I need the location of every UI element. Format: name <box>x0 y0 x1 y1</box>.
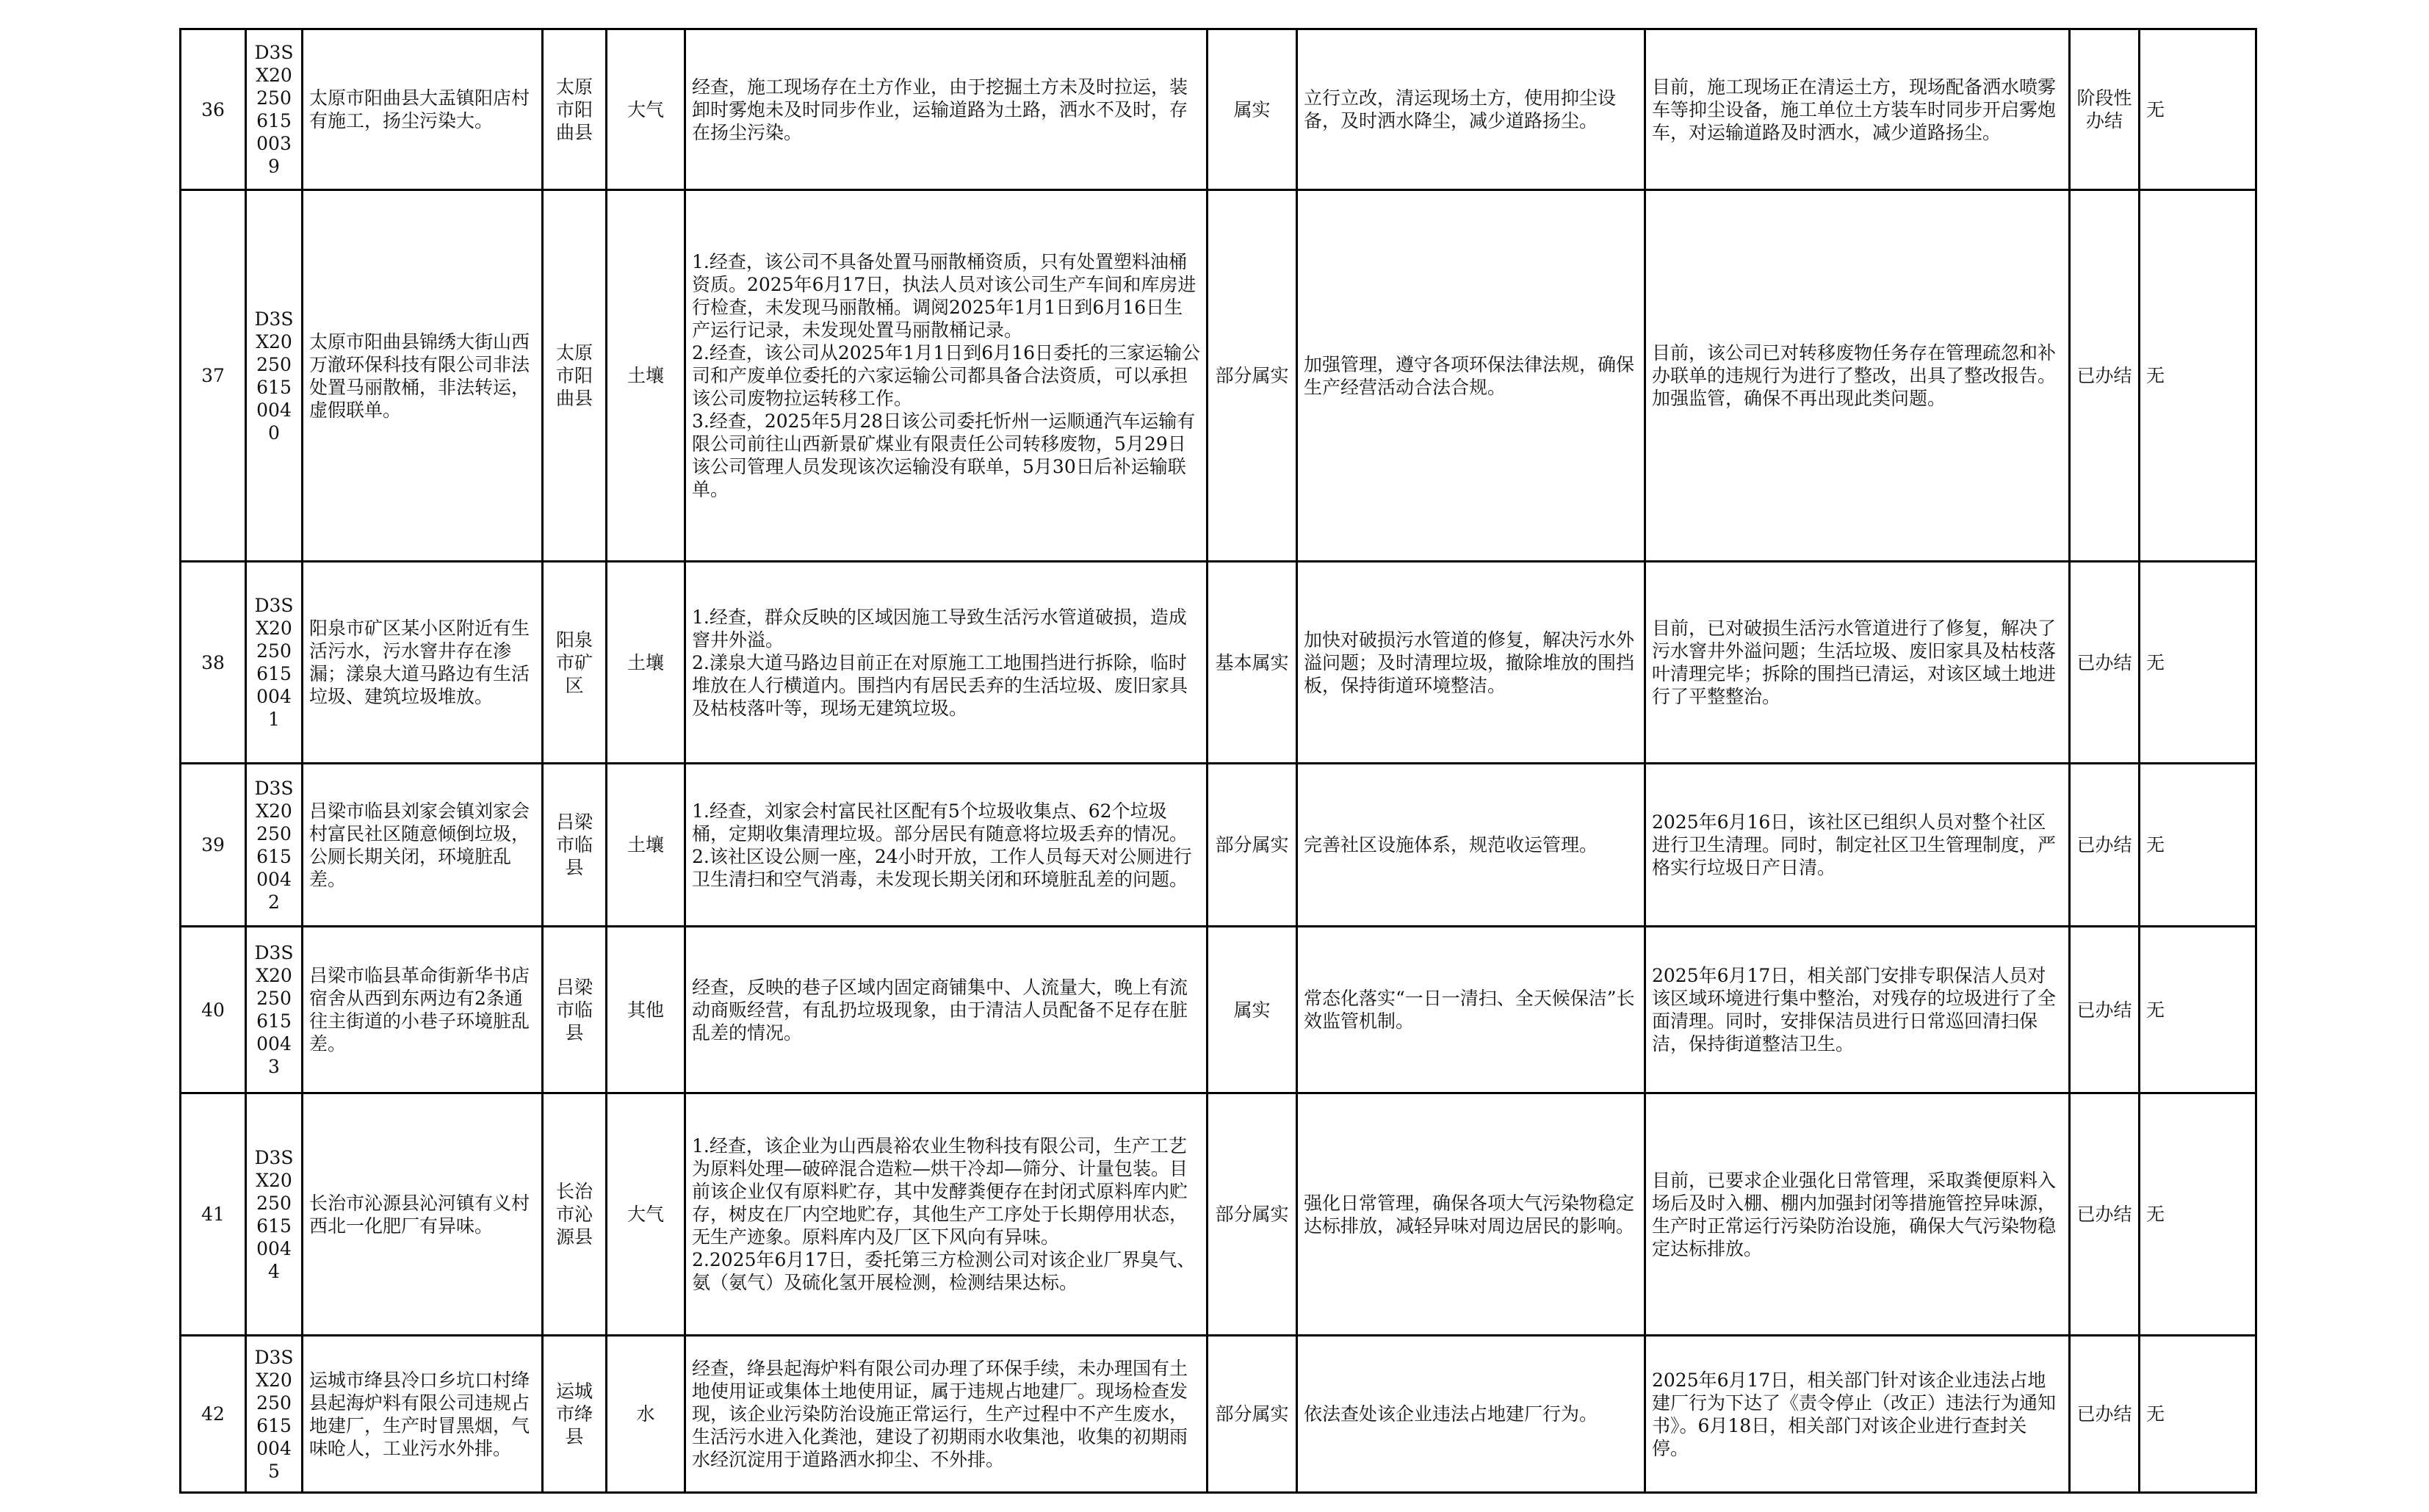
cell-verdict-text: 属实 <box>1233 999 1271 1021</box>
cell-complaint <box>303 927 543 1093</box>
cell-number <box>181 29 246 190</box>
cell-result <box>1645 562 2070 764</box>
cell-number <box>181 190 246 562</box>
cell-accountability-text: 无 <box>2146 98 2165 120</box>
cell-result-text: 目前，该公司已对转移废物任务存在管理疏忽和补办联单的违规行为进行了整改，出具了整改报告。加强监管，确保不再出现此类问题。 <box>1652 342 2057 409</box>
cell-status <box>2070 1093 2140 1336</box>
cell-case-code <box>246 927 303 1093</box>
cell-case-code-text: D3SX202506150039 <box>254 42 294 177</box>
cell-complaint <box>303 562 543 764</box>
cell-pollution-type-text: 土壤 <box>627 651 664 673</box>
cell-investigation <box>685 927 1208 1093</box>
cell-measures <box>1297 764 1645 927</box>
cell-status-text: 已办结 <box>2076 651 2132 673</box>
cell-region-text: 阳泉市矿区 <box>555 629 593 696</box>
cell-pollution-type <box>607 562 685 764</box>
cell-investigation-text: 1.经查，刘家会村富民社区配有5个垃圾收集点、62个垃圾桶，定期收集清理垃圾。部分居民有随意将垃圾丢弃的情况。 <box>692 800 1188 844</box>
cell-status <box>2070 562 2140 764</box>
cell-case-code-text: D3SX202506150043 <box>254 942 294 1077</box>
cell-status <box>2070 190 2140 562</box>
cell-result <box>1645 1336 2070 1493</box>
cell-investigation <box>685 1336 1208 1493</box>
cell-case-code <box>246 1336 303 1493</box>
cell-number-text: 38 <box>201 651 225 673</box>
cell-status <box>2070 1336 2140 1493</box>
cell-case-code <box>246 1093 303 1336</box>
cell-complaint <box>303 764 543 927</box>
cell-complaint-text: 太原市阳曲县大盂镇阳店村有施工，扬尘污染大。 <box>309 87 530 131</box>
cell-number-text: 36 <box>201 98 225 120</box>
table-row <box>181 29 2256 190</box>
cell-accountability-text: 无 <box>2146 651 2165 673</box>
cell-verdict <box>1208 29 1297 190</box>
cell-measures <box>1297 1336 1645 1493</box>
cell-status-text: 已办结 <box>2076 999 2132 1021</box>
cell-investigation <box>685 1093 1208 1336</box>
cell-measures <box>1297 927 1645 1093</box>
cell-verdict-text: 部分属实 <box>1215 1403 1289 1425</box>
cell-accountability <box>2140 1336 2256 1493</box>
cell-status-text: 已办结 <box>2076 1403 2132 1425</box>
cell-number-text: 39 <box>201 834 225 856</box>
cell-verdict-text: 部分属实 <box>1215 365 1289 386</box>
cell-measures <box>1297 1093 1645 1336</box>
cell-pollution-type-text: 大气 <box>627 1204 664 1225</box>
cell-region-text: 运城市绛县 <box>555 1381 593 1447</box>
table-row <box>181 190 2256 562</box>
cell-investigation-text: 1.经查，群众反映的区域因施工导致生活污水管道破损，造成窨井外溢。 <box>692 606 1187 651</box>
cell-number-text: 40 <box>201 999 225 1021</box>
cell-complaint-text: 长治市沁源县沁河镇有义村西北一化肥厂有异味。 <box>309 1192 530 1237</box>
cell-measures <box>1297 29 1645 190</box>
cell-case-code-text: D3SX202506150045 <box>254 1346 294 1482</box>
cell-region <box>543 927 607 1093</box>
cell-measures <box>1297 190 1645 562</box>
cell-region <box>543 562 607 764</box>
cell-accountability-text: 无 <box>2146 834 2165 856</box>
cell-status-text: 已办结 <box>2076 365 2132 386</box>
cell-result-text: 2025年6月17日，相关部门安排专职保洁人员对该区域环境进行集中整治，对残存的垃圾进行了全面清理。同时，安排保洁员进行日常巡回清扫保洁，保持街道整洁卫生。 <box>1652 965 2057 1055</box>
cell-accountability <box>2140 764 2256 927</box>
cell-measures-text: 立行立改，清运现场土方，使用抑尘设备，及时洒水降尘，减少道路扬尘。 <box>1304 87 1617 131</box>
cell-complaint <box>303 1093 543 1336</box>
cell-investigation-text: 2.该社区设公厕一座，24小时开放，工作人员每天对公厕进行卫生清扫和空气消毒，未发现长期关闭和环境脏乱差的问题。 <box>692 845 1192 890</box>
cell-region <box>543 29 607 190</box>
cell-result <box>1645 927 2070 1093</box>
cell-investigation <box>685 764 1208 927</box>
cell-number <box>181 764 246 927</box>
cell-case-code-text: D3SX202506150044 <box>254 1146 294 1282</box>
table-row <box>181 562 2256 764</box>
cell-accountability-text: 无 <box>2146 999 2165 1021</box>
case-table <box>179 28 2257 1494</box>
cell-status <box>2070 764 2140 927</box>
cell-investigation-text: 2.经查，该公司从2025年1月1日到6月16日委托的三家运输公司和产废单位委托的六家运输公司都具备合法资质，可以承担该公司废物拉运转移工作。 <box>692 342 1201 409</box>
cell-complaint <box>303 190 543 562</box>
cell-result-text: 2025年6月17日，相关部门针对该企业违法占地建厂行为下达了《责令停止（改正）违法行为通知书》。6月18日，相关部门对该企业进行查封关停。 <box>1652 1369 2057 1459</box>
cell-accountability-text: 无 <box>2146 365 2165 386</box>
cell-verdict <box>1208 927 1297 1093</box>
cell-pollution-type <box>607 29 685 190</box>
cell-number <box>181 1336 246 1493</box>
cell-case-code <box>246 562 303 764</box>
cell-result <box>1645 190 2070 562</box>
cell-pollution-type-text: 水 <box>636 1403 655 1425</box>
cell-verdict <box>1208 190 1297 562</box>
cell-investigation-text: 经查，绛县起海炉料有限公司办理了环保手续，未办理国有土地使用证或集体土地使用证，属于违规占地建厂。现场检查发现，该企业污染防治设施正常运行，生产过程中不产生废水，生活污水进入化粪池，建设了初期雨水收集池，收集的初期雨水经沉淀用于道路洒水抑尘、不外排。 <box>692 1358 1188 1470</box>
cell-region <box>543 764 607 927</box>
cell-verdict-text: 部分属实 <box>1215 1204 1289 1225</box>
table-row <box>181 1336 2256 1493</box>
cell-measures-text: 加快对破损污水管道的修复，解决污水外溢问题；及时清理垃圾，撤除堆放的围挡板，保持街道环境整洁。 <box>1304 629 1635 696</box>
cell-accountability-text: 无 <box>2146 1403 2165 1425</box>
table-row <box>181 927 2256 1093</box>
cell-number <box>181 562 246 764</box>
cell-result <box>1645 1093 2070 1336</box>
cell-verdict <box>1208 562 1297 764</box>
cell-case-code-text: D3SX202506150040 <box>254 308 294 444</box>
cell-pollution-type <box>607 764 685 927</box>
cell-number <box>181 927 246 1093</box>
cell-region <box>543 190 607 562</box>
cell-result <box>1645 764 2070 927</box>
cell-investigation-text: 3.经查，2025年5月28日该公司委托忻州一运顺通汽车运输有限公司前往山西新景矿煤业有限责任公司转移废物，5月29日该公司管理人员发现该次运输没有联单，5月30日后补运输联单。 <box>692 410 1196 500</box>
cell-verdict-text: 部分属实 <box>1215 834 1289 856</box>
cell-pollution-type <box>607 1093 685 1336</box>
cell-measures-text: 常态化落实“一日一清扫、全天候保洁”长效监管机制。 <box>1304 988 1635 1032</box>
cell-pollution-type-text: 土壤 <box>627 365 664 386</box>
cell-region-text: 吕梁市临县 <box>555 976 593 1043</box>
cell-complaint <box>303 1336 543 1493</box>
cell-pollution-type <box>607 927 685 1093</box>
cell-complaint-text: 阳泉市矿区某小区附近有生活污水，污水窨井存在渗漏；漾泉大道马路边有生活垃圾、建筑垃圾堆放。 <box>309 618 530 707</box>
cell-complaint <box>303 29 543 190</box>
cell-case-code <box>246 190 303 562</box>
cell-complaint-text: 差。 <box>309 868 347 890</box>
cell-status <box>2070 29 2140 190</box>
cell-region-text: 长治市沁源县 <box>555 1181 593 1248</box>
cell-verdict <box>1208 1093 1297 1336</box>
cell-pollution-type-text: 大气 <box>627 98 664 120</box>
cell-complaint-text: 太原市阳曲县锦绣大街山西万澈环保科技有限公司非法处置马丽散桶，非法转运，虚假联单。 <box>309 330 530 421</box>
cell-result-text: 2025年6月16日，该社区已组织人员对整个社区进行卫生清理。同时，制定社区卫生管理制度，严格实行垃圾日产日清。 <box>1652 811 2057 878</box>
cell-status <box>2070 927 2140 1093</box>
cell-accountability <box>2140 29 2256 190</box>
cell-verdict-text: 基本属实 <box>1215 651 1289 673</box>
cell-investigation-text: 2.漾泉大道马路边目前正在对原施工工地围挡进行拆除，临时堆放在人行横道内。围挡内有居民丢弃的生活垃圾、废旧家具及枯枝落叶等，现场无建筑垃圾。 <box>692 651 1188 719</box>
cell-investigation <box>685 190 1208 562</box>
cell-measures-text: 依法查处该企业违法占地建厂行为。 <box>1304 1403 1598 1425</box>
cell-investigation-text: 经查，反映的巷子区域内固定商铺集中、人流量大，晚上有流动商贩经营，有乱扔垃圾现象，由于清洁人员配备不足存在脏乱差的情况。 <box>692 976 1188 1043</box>
cell-measures <box>1297 562 1645 764</box>
cell-complaint-text: 吕梁市临县刘家会镇刘家会村富民社区随意倾倒垃圾，公厕长期关闭，环境脏乱 <box>309 800 530 867</box>
cell-status-text: 已办结 <box>2076 1204 2132 1225</box>
table-row <box>181 764 2256 927</box>
cell-pollution-type <box>607 190 685 562</box>
cell-investigation-text: 1.经查，该企业为山西晨裕农业生物科技有限公司，生产工艺为原料处理—破碎混合造粒—烘干冷却—筛分、计量包装。目前该企业仅有原料贮存，其中发酵粪便存在封闭式原料库内贮存，树皮在厂内空地贮存，其他生产工序处于长期停用状态，无生产迹象。原料库内及厂区下风向有异味。 <box>692 1135 1188 1248</box>
table-row <box>181 1093 2256 1336</box>
cell-pollution-type-text: 土壤 <box>627 834 664 856</box>
cell-region-text: 太原市阳曲县 <box>555 342 593 409</box>
cell-investigation <box>685 29 1208 190</box>
cell-number-text: 37 <box>201 365 225 386</box>
cell-number-text: 42 <box>201 1403 225 1425</box>
cell-region <box>543 1093 607 1336</box>
cell-case-code-text: D3SX202506150041 <box>254 595 294 730</box>
cell-result-text: 目前，已要求企业强化日常管理，采取粪便原料入场后及时入棚、棚内加强封闭等措施管控异味源，生产时正常运行污染防治设施，确保大气污染物稳定达标排放。 <box>1652 1169 2057 1259</box>
cell-pollution-type <box>607 1336 685 1493</box>
cell-measures-text: 强化日常管理，确保各项大气污染物稳定达标排放，减轻异味对周边居民的影响。 <box>1304 1192 1635 1237</box>
cell-complaint-text: 吕梁市临县革命街新华书店宿舍从西到东两边有2条通往主街道的小巷子环境脏乱差。 <box>309 965 530 1055</box>
cell-verdict <box>1208 1336 1297 1493</box>
cell-number <box>181 1093 246 1336</box>
cell-result-text: 目前，已对破损生活污水管道进行了修复，解决了污水窨井外溢问题；生活垃圾、废旧家具及枯枝落叶清理完毕；拆除的围挡已清运，对该区域土地进行了平整整治。 <box>1652 618 2057 707</box>
cell-result <box>1645 29 2070 190</box>
cell-region-text: 吕梁市临县 <box>555 811 593 878</box>
cell-measures-text: 加强管理，遵守各项环保法律法规，确保生产经营活动合法合规。 <box>1304 353 1635 398</box>
cell-region <box>543 1336 607 1493</box>
cell-number-text: 41 <box>201 1204 225 1225</box>
cell-region-text: 太原市阳曲县 <box>555 76 593 143</box>
cell-accountability <box>2140 1093 2256 1336</box>
cell-result-text: 目前，施工现场正在清运土方，现场配备洒水喷雾车等抑尘设备，施工单位土方装车时同步开启雾炮车，对运输道路及时洒水，减少道路扬尘。 <box>1652 76 2057 143</box>
cell-investigation-text: 1.经查，该公司不具备处置马丽散桶资质，只有处置塑料油桶资质。2025年6月17日，执法人员对该公司生产车间和库房进行检查，未发现马丽散桶。调阅2025年1月1日到6月16日生产运行记录，未发现处置马丽散桶记录。 <box>692 251 1197 341</box>
cell-investigation-text: 2.2025年6月17日，委托第三方检测公司对该企业厂界臭气、氨（氨气）及硫化氢开展检测，检测结果达标。 <box>692 1249 1196 1293</box>
cell-complaint-text: 运城市绛县冷口乡坑口村绛县起海炉料有限公司违规占地建厂，生产时冒黑烟，气味呛人，工业污水外排。 <box>309 1369 530 1459</box>
cell-status-text: 阶段性办结 <box>2076 87 2132 131</box>
cell-case-code <box>246 764 303 927</box>
cell-accountability <box>2140 190 2256 562</box>
cell-accountability <box>2140 927 2256 1093</box>
cell-case-code-text: D3SX202506150042 <box>254 777 294 913</box>
cell-investigation-text: 经查，施工现场存在土方作业，由于挖掘土方未及时拉运，装卸时雾炮未及时同步作业，运输道路为土路，洒水不及时，存在扬尘污染。 <box>692 76 1188 143</box>
cell-accountability-text: 无 <box>2146 1204 2165 1225</box>
cell-status-text: 已办结 <box>2076 834 2132 856</box>
cell-accountability <box>2140 562 2256 764</box>
cell-measures-text: 完善社区设施体系，规范收运管理。 <box>1304 834 1598 856</box>
cell-investigation <box>685 562 1208 764</box>
cell-pollution-type-text: 其他 <box>627 999 664 1021</box>
cell-verdict-text: 属实 <box>1233 98 1271 120</box>
cell-case-code <box>246 29 303 190</box>
cell-verdict <box>1208 764 1297 927</box>
